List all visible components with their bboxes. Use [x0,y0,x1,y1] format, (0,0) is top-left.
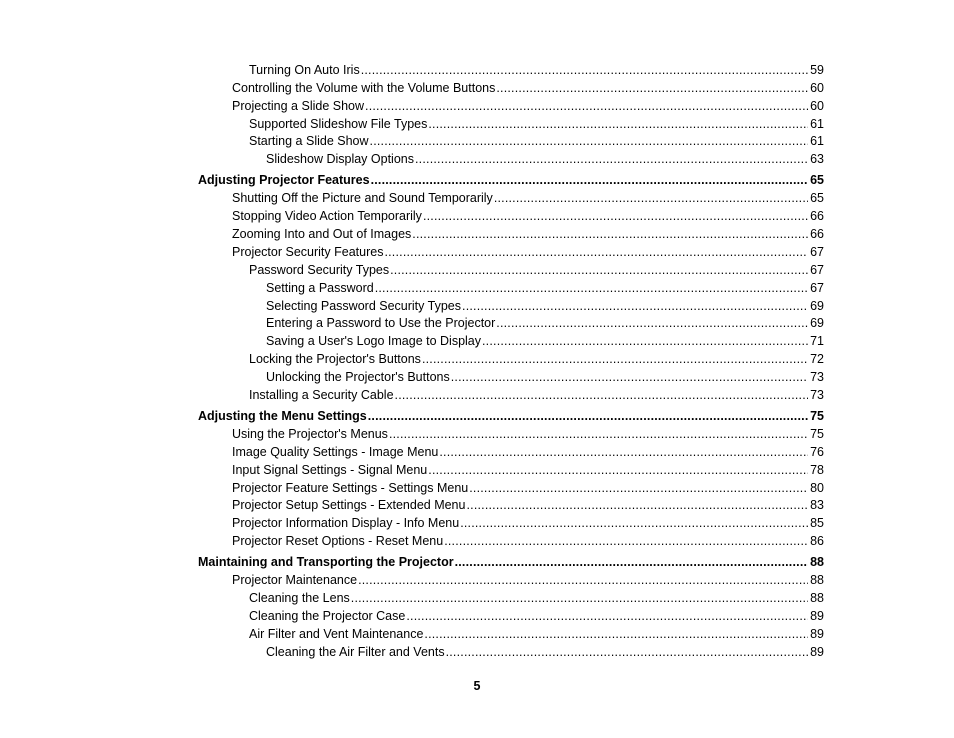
toc-entry[interactable] [266,314,824,332]
dot-leader [428,461,808,479]
dot-leader [451,368,808,386]
toc-entry-title: Maintaining and Transporting the Projector [198,555,454,569]
toc-entry-page: 66 [810,227,824,241]
toc-entry[interactable] [249,132,824,150]
dot-leader [469,479,808,497]
toc-entry[interactable] [232,207,824,225]
dot-leader [371,171,808,189]
dot-leader [370,132,808,150]
toc-entry-page: 65 [810,173,824,187]
toc-entry[interactable] [266,297,824,315]
toc-entry[interactable] [266,368,824,386]
toc-entry-title: Controlling the Volume with the Volume Buttons [232,81,496,95]
toc-entry-page: 60 [810,81,824,95]
dot-leader [412,225,808,243]
toc-entry-title: Selecting Password Security Types [266,299,462,313]
toc-entry-page: 69 [810,299,824,313]
toc-entry-page: 69 [810,316,824,330]
toc-entry-title: Projecting a Slide Show [232,99,365,113]
toc-entry-title: Projector Reset Options - Reset Menu [232,534,444,548]
toc-entry-page: 66 [810,209,824,223]
toc-entry-title: Starting a Slide Show [249,134,369,148]
toc-entry[interactable] [232,479,824,497]
toc-entry-title: Projector Feature Settings - Settings Menu [232,481,469,495]
toc-entry[interactable] [249,261,824,279]
dot-leader [395,386,808,404]
dot-leader [496,79,808,97]
dot-leader [361,61,808,79]
toc-entry[interactable] [198,407,824,425]
dot-leader [482,332,808,350]
toc-entry[interactable] [266,279,824,297]
toc-entry-title: Adjusting the Menu Settings [198,409,367,423]
toc-entry-page: 61 [810,134,824,148]
toc-entry-page: 73 [810,370,824,384]
dot-leader [424,625,808,643]
toc-entry-title: Entering a Password to Use the Projector [266,316,496,330]
toc-entry[interactable] [249,607,824,625]
toc-entry-title: Zooming Into and Out of Images [232,227,412,241]
toc-entry[interactable] [266,643,824,661]
toc-entry-page: 59 [810,63,824,77]
toc-entry-page: 88 [810,591,824,605]
toc-entry[interactable] [266,150,824,168]
dot-leader [375,279,808,297]
toc-entry-page: 60 [810,99,824,113]
toc-entry[interactable] [232,461,824,479]
toc-entry[interactable] [232,225,824,243]
toc-entry-page: 80 [810,481,824,495]
toc-entry-page: 89 [810,627,824,641]
toc-entry-title: Cleaning the Projector Case [249,609,406,623]
toc-entry-title: Setting a Password [266,281,374,295]
toc-entry-page: 67 [810,245,824,259]
toc-entry-page: 63 [810,152,824,166]
toc-entry[interactable] [198,171,824,189]
toc-entry[interactable] [232,443,824,461]
toc-entry-title: Projector Maintenance [232,573,358,587]
dot-leader [365,97,808,115]
dot-leader [351,589,808,607]
dot-leader [390,261,808,279]
dot-leader [460,514,808,532]
toc-entry[interactable] [232,571,824,589]
dot-leader [466,496,808,514]
dot-leader [439,443,808,461]
toc-entry[interactable] [249,115,824,133]
toc-entry-page: 83 [810,498,824,512]
toc-entry[interactable] [249,350,824,368]
toc-entry-page: 67 [810,263,824,277]
toc-entry-title: Saving a User's Logo Image to Display [266,334,481,348]
toc-entry[interactable] [232,243,824,261]
toc-entry-page: 85 [810,516,824,530]
toc-entry[interactable] [232,189,824,207]
toc-entry-page: 75 [810,409,824,423]
toc-entry-title: Turning On Auto Iris [249,63,360,77]
toc-entry-title: Locking the Projector's Buttons [249,352,421,366]
toc-entry-page: 73 [810,388,824,402]
toc-entry-title: Using the Projector's Menus [232,427,388,441]
dot-leader [389,425,808,443]
toc-entry-page: 71 [810,334,824,348]
toc-entry-page: 67 [810,281,824,295]
dot-leader [446,643,808,661]
toc-entry-title: Slideshow Display Options [266,152,414,166]
toc-entry[interactable] [249,386,824,404]
toc-entry[interactable] [232,514,824,532]
toc-entry-page: 86 [810,534,824,548]
toc-entry[interactable] [232,97,824,115]
toc-entry-title: Supported Slideshow File Types [249,117,428,131]
toc-entry-page: 61 [810,117,824,131]
toc-entry-title: Password Security Types [249,263,390,277]
toc-entry-title: Stopping Video Action Temporarily [232,209,422,223]
toc-entry-page: 76 [810,445,824,459]
dot-leader [494,189,808,207]
toc-entry-page: 89 [810,609,824,623]
toc-entry[interactable] [249,589,824,607]
dot-leader [415,150,808,168]
dot-leader [422,350,808,368]
toc-entry[interactable] [266,332,824,350]
toc-entry-page: 75 [810,427,824,441]
toc-entry[interactable] [232,532,824,550]
toc-entry-title: Projector Setup Settings - Extended Menu [232,498,466,512]
page-number: 5 [473,679,481,693]
toc-entry-title: Cleaning the Air Filter and Vents [266,645,445,659]
toc-entry-title: Installing a Security Cable [249,388,394,402]
dot-leader [406,607,808,625]
toc-entry-title: Projector Security Features [232,245,384,259]
toc-entry-title: Cleaning the Lens [249,591,350,605]
toc-entry[interactable] [232,496,824,514]
dot-leader [384,243,808,261]
toc-entry-title: Adjusting Projector Features [198,173,370,187]
dot-leader [423,207,808,225]
dot-leader [496,314,808,332]
toc-entry-page: 88 [810,555,824,569]
dot-leader [462,297,808,315]
toc-entry[interactable] [232,79,824,97]
dot-leader [358,571,808,589]
toc-entry-page: 72 [810,352,824,366]
toc-entry-page: 89 [810,645,824,659]
toc-entry-title: Image Quality Settings - Image Menu [232,445,439,459]
toc-entry-title: Unlocking the Projector's Buttons [266,370,450,384]
toc-entry-page: 88 [810,573,824,587]
toc-entry[interactable] [249,61,824,79]
toc-entry-title: Input Signal Settings - Signal Menu [232,463,428,477]
toc-entry[interactable] [198,553,824,571]
toc-entry-title: Projector Information Display - Info Menu [232,516,460,530]
dot-leader [455,553,808,571]
toc-entry-page: 65 [810,191,824,205]
dot-leader [368,407,808,425]
toc-entry-title: Air Filter and Vent Maintenance [249,627,424,641]
toc-entry-title: Shutting Off the Picture and Sound Temporarily [232,191,493,205]
toc-entry[interactable] [249,625,824,643]
dot-leader [444,532,808,550]
toc-entry[interactable] [232,425,824,443]
dot-leader [428,115,808,133]
toc-entry-page: 78 [810,463,824,477]
